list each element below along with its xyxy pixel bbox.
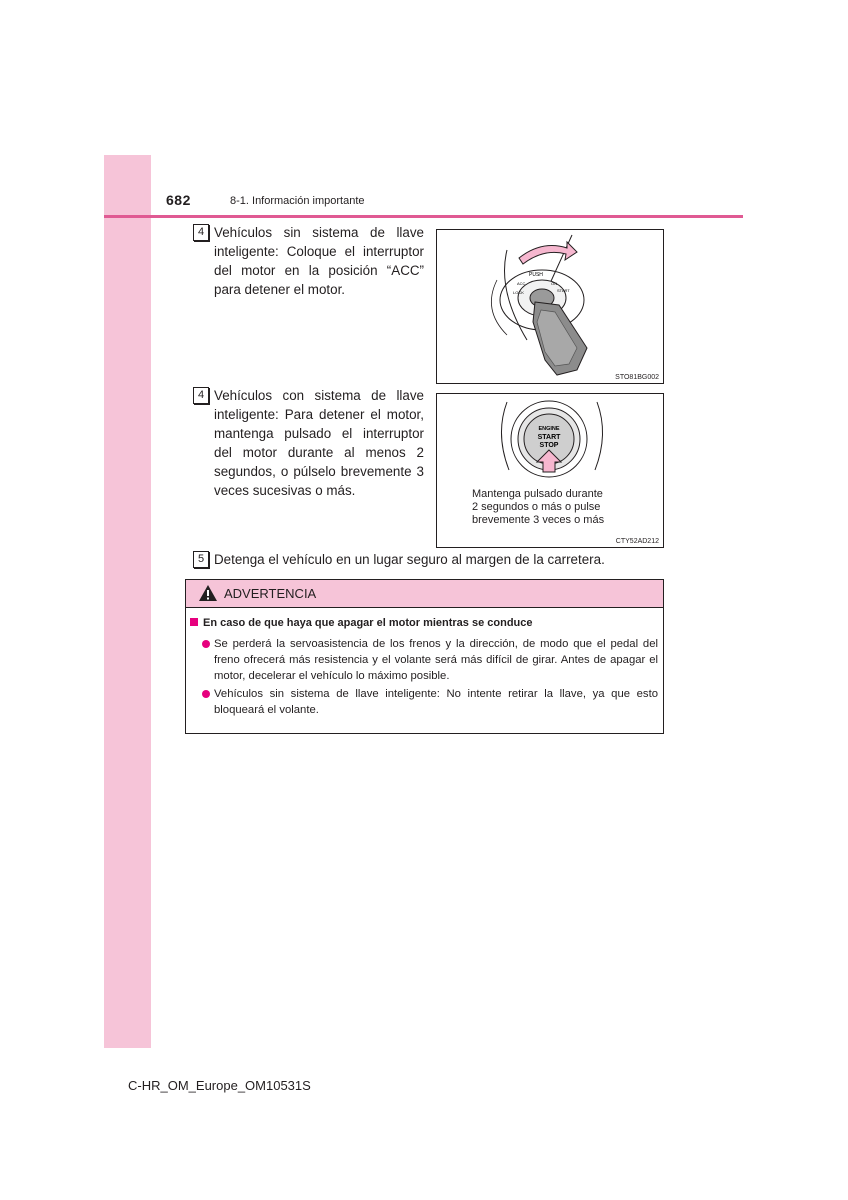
warning-box bbox=[185, 579, 664, 734]
key-ignition-figure bbox=[436, 229, 664, 384]
bullet-icon bbox=[202, 690, 210, 698]
caption-line: Mantenga pulsado durante bbox=[472, 488, 603, 500]
ignition-key-illustration bbox=[437, 230, 663, 383]
step-text: Vehículos con sistema de llave inteligente: Para detener el motor, mantenga pulsado el interruptor del motor durante al menos 2 segundos, o púlselo brevemente 3 veces sucesivas o más. bbox=[214, 388, 424, 498]
warning-heading bbox=[190, 617, 533, 629]
warning-triangle-icon bbox=[198, 584, 218, 602]
figure-code: STO81BG002 bbox=[615, 374, 659, 381]
step-text: Detenga el vehículo en un lugar seguro al margen de la carretera. bbox=[214, 552, 605, 567]
step-number-badge: 4 bbox=[193, 224, 209, 241]
warning-header bbox=[186, 580, 663, 608]
section-title: 8-1. Información importante bbox=[230, 195, 365, 207]
caption-line: 2 segundos o más o pulse bbox=[472, 501, 601, 513]
square-bullet-icon bbox=[190, 618, 198, 626]
stop-label: STOP bbox=[539, 442, 559, 449]
caption-line: brevemente 3 veces o más bbox=[472, 514, 605, 526]
header-rule bbox=[104, 215, 743, 218]
warning-item bbox=[202, 636, 658, 684]
start-stop-button-figure bbox=[436, 393, 664, 548]
step-number-badge: 4 bbox=[193, 387, 209, 404]
engine-label: ENGINE bbox=[538, 426, 560, 432]
side-tab-band bbox=[104, 155, 151, 1048]
warning-title: ADVERTENCIA bbox=[224, 586, 317, 601]
engine-button-illustration bbox=[437, 394, 663, 484]
warning-item bbox=[202, 686, 658, 718]
step-text: Vehículos sin sistema de llave inteligente: Coloque el interruptor del motor en la posición “ACC” para detener el motor. bbox=[214, 225, 424, 297]
step-number-badge: 5 bbox=[193, 551, 209, 568]
page-number: 682 bbox=[166, 192, 191, 208]
rotate-arrow-icon bbox=[519, 242, 577, 264]
ignition-label-start: START bbox=[557, 288, 570, 293]
start-label: START bbox=[537, 434, 561, 441]
figure-caption bbox=[472, 488, 604, 527]
figure-code: CTY52AD212 bbox=[615, 538, 659, 545]
bullet-icon bbox=[202, 640, 210, 648]
warning-item-text: Vehículos sin sistema de llave inteligente: No intente retirar la llave, ya que esto bloqueará el volante. bbox=[214, 688, 658, 716]
ignition-label-push: PUSH bbox=[529, 272, 543, 278]
warning-heading-text: En caso de que haya que apagar el motor mientras se conduce bbox=[203, 617, 533, 629]
footer-doc-id: C-HR_OM_Europe_OM10531S bbox=[128, 1078, 311, 1093]
warning-item-text: Se perderá la servoasistencia de los frenos y la dirección, de modo que el pedal del freno ofrecerá más resistencia y el volante será más difícil de girar. Antes de apagar el motor, decelerar el vehículo lo máximo posible. bbox=[214, 638, 658, 682]
ignition-label-on: ON bbox=[551, 281, 557, 286]
ignition-label-lock: LOCK bbox=[513, 290, 524, 295]
ignition-label-acc: ACC bbox=[517, 281, 526, 286]
